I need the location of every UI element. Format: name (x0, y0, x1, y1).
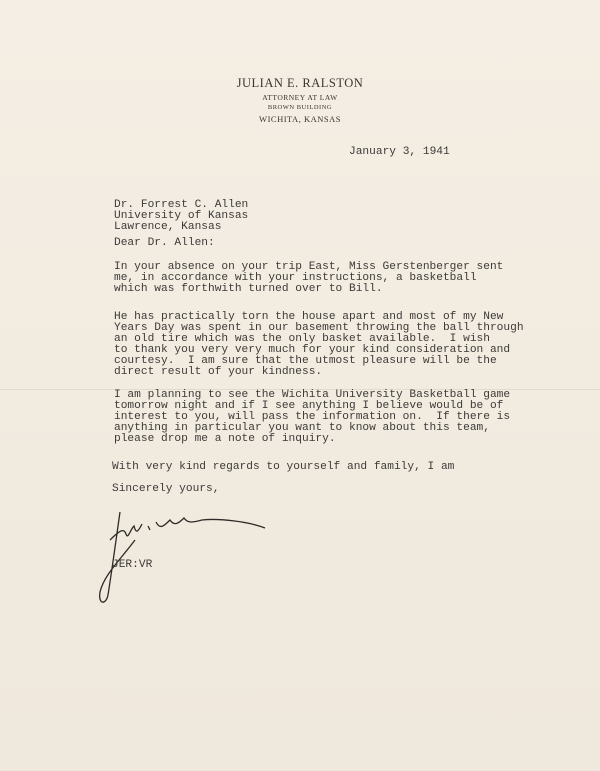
letterhead-city: WICHITA, KANSAS (259, 114, 341, 124)
paragraph-2: He has practically torn the house apart and most of my New Years Day was spent in our basement throwing the ball through an old tire which was the only basket available. I wish to thank you very very much for your kind consideration and courtesy. I am sure that the utmost pleasure will be the direct result of your kindness. (114, 311, 524, 378)
closing: Sincerely yours, (112, 483, 220, 495)
signature (90, 500, 280, 610)
salutation: Dear Dr. Allen: (114, 237, 215, 249)
typist-initials: JER:VR (112, 559, 153, 571)
paragraph-3: I am planning to see the Wichita University Basketball game tomorrow night and if I see anything I believe would be of interest to you, will pass the information on. If there is anything in particular you want to know about this team, please drop me a note of inquiry. (114, 389, 511, 445)
letterhead-building: BROWN BUILDING (267, 104, 333, 111)
paragraph-1: In your absence on your trip East, Miss Gerstenberger sent me, in accordance with your instructions, a basketball which was forthwith turned over to Bill. (114, 261, 504, 295)
closing-line: With very kind regards to yourself and family, I am (112, 461, 455, 473)
letterhead-title: ATTORNEY AT LAW (262, 93, 338, 102)
letter-date: January 3, 1941 (349, 146, 450, 158)
recipient-address: Dr. Forrest C. Allen University of Kansas Lawrence, Kansas (114, 199, 249, 233)
letterhead-name: JULIAN E. RALSTON (236, 76, 364, 90)
